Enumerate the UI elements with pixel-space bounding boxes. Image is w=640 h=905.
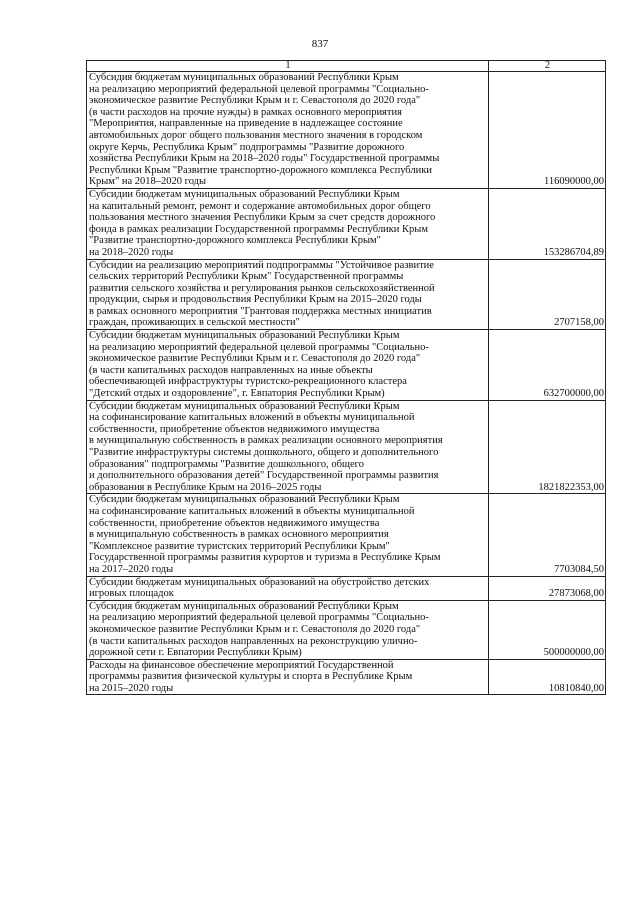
row-description: Субсидии бюджетам муниципальных образований Республики Крым на капитальный ремонт, ремонт и содержание автомобильных дорог общего пользования местного значения Республики Крым за счет средств дорожного фонда в рамках реализации Государственной программы Республики Крым "Развитие транспортно-дорожного комплекса Республики Крым" на 2018–2020 годы — [87, 188, 489, 259]
row-amount: 153286704,89 — [489, 188, 606, 259]
column-header-2: 2 — [489, 61, 606, 72]
row-amount: 632700000,00 — [489, 330, 606, 401]
row-amount: 1821822353,00 — [489, 400, 606, 494]
row-description: Субсидии бюджетам муниципальных образований Республики Крым на реализацию мероприятий федеральной целевой программы "Социально- экономическое развитие Республики Крым и г. Севастополя до 2020 года" (в части капитальных расходов направленных на иные объекты обеспечивающей инфраструктуры туристско-рекреационного кластера "Детский отдых и оздоровление", г. Евпатория Республики Крым) — [87, 330, 489, 401]
row-description: Субсидии бюджетам муниципальных образований на обустройство детских игровых площадок — [87, 576, 489, 600]
table-row — [87, 494, 606, 576]
row-description: Субсидия бюджетам муниципальных образований Республики Крым на реализацию мероприятий федеральной целевой программы "Социально- экономическое развитие Республики Крым и г. Севастополя до 2020 года" (в части расходов на прочие нужды) в рамках основного мероприятия "Мероприятия, направленные на приведение в надлежащее состояние автомобильных дорог общего пользования местного значения в городском округе Керчь, Республика Крым" подпрограммы "Развитие дорожного хозяйства Республики Крым на 2018–2020 годы" Государственной программы Республики Крым "Развитие транспортно-дорожного комплекса Республики Крым" на 2018–2020 годы — [87, 72, 489, 189]
row-amount: 500000000,00 — [489, 600, 606, 659]
table-row — [87, 259, 606, 330]
budget-table — [86, 60, 606, 695]
table-row — [87, 188, 606, 259]
table-row — [87, 659, 606, 695]
row-description: Субсидия бюджетам муниципальных образований Республики Крым на реализацию мероприятий федеральной целевой программы "Социально- экономическое развитие Республики Крым и г. Севастополя до 2020 года" (в части капитальных расходов направленных на реконструкцию улично- дорожной сети г. Евпатории Республики Крым) — [87, 600, 489, 659]
row-amount: 116090000,00 — [489, 72, 606, 189]
row-amount: 27873068,00 — [489, 576, 606, 600]
row-description: Субсидии на реализацию мероприятий подпрограммы "Устойчивое развитие сельских территорий Республики Крым" Государственной программы развития сельского хозяйства и регулирования рынков сельскохозяйственной продукции, сырья и продовольствия Республики Крым на 2015–2020 годы в рамках основного мероприятия "Грантовая поддержка местных инициатив граждан, проживающих в сельской местности" — [87, 259, 489, 330]
row-amount: 10810840,00 — [489, 659, 606, 695]
column-header-1: 1 — [87, 61, 489, 72]
table-row — [87, 576, 606, 600]
table-row — [87, 330, 606, 401]
table-row — [87, 400, 606, 494]
row-amount: 2707158,00 — [489, 259, 606, 330]
table-header-row — [87, 61, 606, 72]
row-description: Субсидии бюджетам муниципальных образований Республики Крым на софинансирование капитальных вложений в объекты муниципальной собственности, приобретение объектов недвижимого имущества в муниципальную собственность в рамках основного мероприятия "Комплексное развитие туристских территорий Республики Крым" Государственной программы развития курортов и туризма в Республике Крым на 2017–2020 годы — [87, 494, 489, 576]
table-row — [87, 72, 606, 189]
row-description: Субсидии бюджетам муниципальных образований Республики Крым на софинансирование капитальных вложений в объекты муниципальной собственности, приобретение объектов недвижимого имущества в муниципальную собственность в рамках реализации основного мероприятия "Развитие инфраструктуры системы дошкольного, общего и дополнительного образования" подпрограммы "Развитие дошкольного, общего и дополнительного образования детей" Государственной программы развития образования в Республике Крым на 2016–2025 годы — [87, 400, 489, 494]
page-number: 837 — [311, 38, 329, 50]
row-amount: 7703084,50 — [489, 494, 606, 576]
row-description: Расходы на финансовое обеспечение мероприятий Государственной программы развития физической культуры и спорта в Республике Крым на 2015–2020 годы — [87, 659, 489, 695]
table-row — [87, 600, 606, 659]
